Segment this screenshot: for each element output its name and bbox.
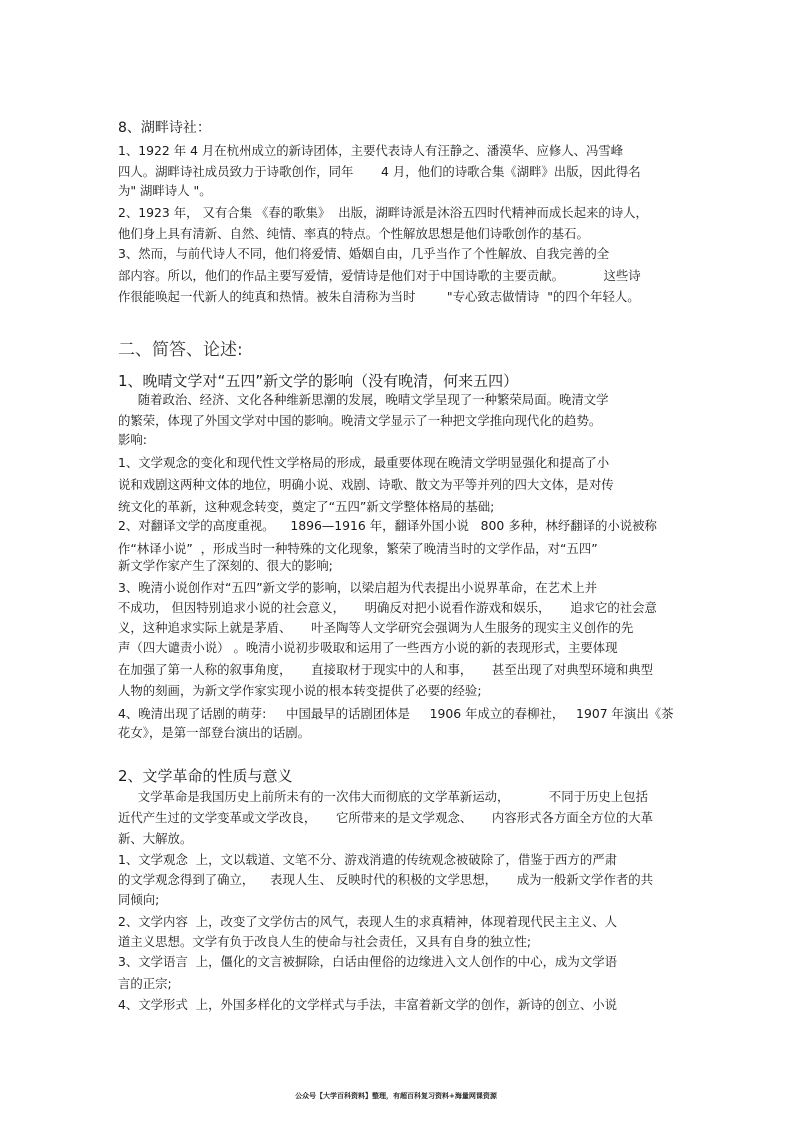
text-line: 2、文学内容 上，改变了文学仿古的风气，表现人生的求真精神，体现着现代民主主义、人 (118, 914, 617, 929)
text-line: 说和戏剧这两种文体的地位，明确小说、戏剧、诗歌、散文为平等并列的四大文体，是对传 (118, 477, 614, 492)
text-line: 他们身上具有清新、自然、纯情、率真的特点。个性解放思想是他们诗歌创作的基石。 (118, 226, 589, 241)
text-line: 的繁荣，体现了外国文学对中国的影响。晚清文学显示了一种把文学推向现代化的趋势。 (118, 413, 602, 428)
text-line: 道主义思想。文学有负于改良人生的使命与社会责任，又具有自身的独立性; (118, 934, 532, 949)
text-line: 四人。湖畔诗社成员致力于诗歌创作，同年 4 月，他们的诗歌合集《湖畔》出版，因此得名 (118, 164, 641, 179)
text-line: 2、对翻译文学的高度重视。 1896—1916 年，翻译外国小说 800 多种，林纾翻译的小说被称 (118, 518, 657, 533)
text-line: 2、1923 年， 又有合集 《春的歌集》 出版，湖畔诗派是沐浴五四时代精神而成长起来的诗人， (118, 205, 648, 220)
text-line: 人物的刻画，为新文学作家实现小说的根本转变提供了必要的经验; (118, 683, 482, 698)
text-line: 同倾向; (118, 892, 160, 907)
text-line: 1、文学观念 上，文以载道、文笔不分、游戏消遣的传统观念被破除了，借鉴于西方的严肃 (118, 852, 617, 867)
part-title: 二、简答、论述: (118, 340, 243, 360)
text-line: 为" 湖畔诗人 "。 (118, 183, 212, 198)
text-line: 部内容。所以，他们的作品主要写爱情，爱情诗是他们对于中国诗歌的主要贡献。 这些诗 (118, 268, 641, 283)
text-line: 4、文学形式 上，外国多样化的文学样式与手法，丰富着新文学的创作，新诗的创立、小说 (118, 997, 617, 1012)
footer-note: 公众号【大学百科资料】整理，有超百科复习资料+海量网课资源 (295, 1092, 497, 1100)
text-line: 作“林译小说” ，形成当时一种特殊的文化现象，繁荣了晚清当时的文学作品，对“五四” (118, 541, 598, 556)
text-line: 言的正宗; (118, 976, 172, 991)
text-line: 1、文学观念的变化和现代性文学格局的形成，最重要体现在晚清文学明显强化和提高了小 (118, 455, 610, 470)
text-line: 3、晚清小说创作对“五四”新文学的影响，以梁启超为代表提出小说界革命，在艺术上并 (118, 580, 598, 595)
text-line: 3、然而，与前代诗人不同，他们将爱情、婚姻自由，几乎当作了个性解放、自我完善的全 (118, 246, 610, 261)
text-line: 花女》，是第一部登台演出的话剧。 (118, 725, 311, 740)
text-line: 统文化的革新，这种观念转变，奠定了“五四”新文学整体格局的基础; (118, 499, 495, 514)
text-line: 在加强了第一人称的叙事角度， 直接取材于现实中的人和事， 甚至出现了对典型环境和典型 (118, 662, 654, 677)
text-line: 4、晚清出现了话剧的萌芽: 中国最早的话剧团体是 1906 年成立的春柳社， 1907 年演出《茶 (118, 706, 674, 721)
text-line: 影响: (118, 432, 147, 447)
question-title-1: 1、晚晴文学对“五四”新文学的影响（没有晚清，何来五四） (118, 372, 519, 390)
question-title-2: 2、文学革命的性质与意义 (118, 767, 293, 785)
text-line: 新、大解放。 (118, 831, 193, 846)
text-line: 新文学作家产生了深刻的、很大的影响; (118, 558, 333, 573)
text-line: 1、1922 年 4 月在杭州成立的新诗团体，主要代表诗人有汪静之、潘漠华、应修人、冯雪峰 (118, 143, 624, 158)
text-line: 文学革命是我国历史上前所未有的一次伟大而彻底的文学革新运动， 不同于历史上包括 (118, 789, 648, 804)
text-line: 声（四大谴责小说） 。晚清小说初步吸取和运用了一些西方小说的新的表现形式，主要体现 (118, 640, 618, 655)
text-line: 3、文学语言 上，僵化的文言被摒除，白话由俚俗的边缘进入文人创作的中心，成为文学语 (118, 954, 617, 969)
text-line: 义，这种追求实际上就是茅盾、 叶圣陶等人文学研究会强调为人生服务的现实主义创作的先 (118, 620, 634, 635)
text-line: 的文学观念得到了确立， 表现人生、 反映时代的积极的文学思想， 成为一般新文学作者的共 (118, 872, 654, 887)
text-line: 近代产生过的文学变革或文学改良， 它所带来的是文学观念、 内容形式各方面全方位的大革 (118, 810, 654, 825)
section-title-8: 8、湖畔诗社： (118, 120, 211, 136)
text-line: 不成功， 但因特别追求小说的社会意义， 明确反对把小说看作游戏和娱乐， 追求它的社会意 (118, 600, 657, 615)
text-line: 随着政治、经济、文化各种维新思潮的发展，晚晴文学呈现了一种繁荣局面。晚清文学 (118, 392, 609, 407)
text-line: 作很能唤起一代新人的纯真和热情。被朱自清称为当时 "专心致志做情诗 "的四个年轻人。 (118, 289, 640, 304)
